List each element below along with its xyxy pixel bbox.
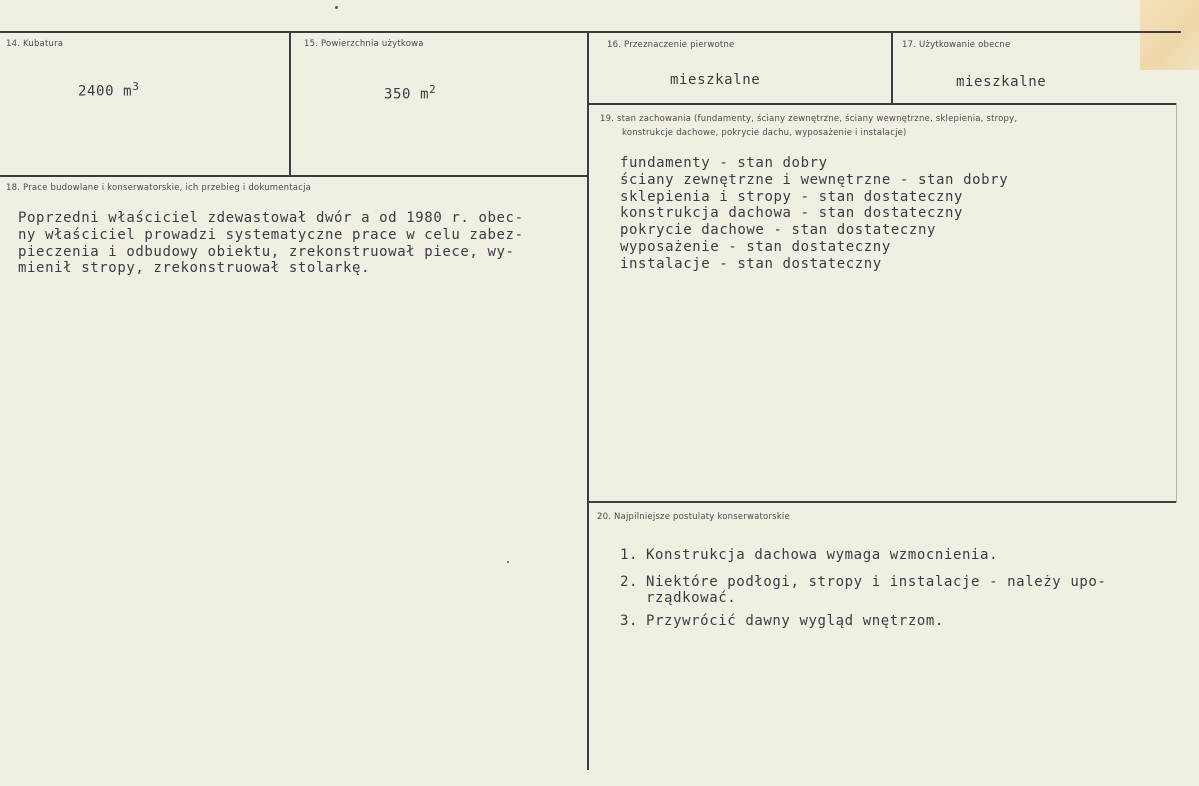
label-uzytkowanie: 17. Użytkowanie obecne bbox=[902, 40, 1011, 50]
value-przeznaczenie: mieszkalne bbox=[670, 72, 761, 88]
text-line: Poprzedni właściciel zdewastował dwór a od 1980 r. obec- bbox=[18, 210, 524, 226]
rule-14-18 bbox=[0, 175, 589, 177]
value-uzytkowanie: mieszkalne bbox=[956, 74, 1047, 90]
center-divider bbox=[587, 33, 589, 770]
text-line: ściany zewnętrzne i wewnętrzne - stan dobry bbox=[620, 171, 1009, 188]
label-prace: 18. Prace budowlane i konserwatorskie, ich przebieg i dokumentacja bbox=[6, 183, 312, 193]
text-prace bbox=[18, 210, 524, 277]
text-stan-zachowania bbox=[620, 155, 1008, 273]
text-line: konstrukcja dachowa - stan dostateczny bbox=[620, 205, 964, 222]
label-kubatura: 14. Kubatura bbox=[6, 39, 64, 49]
label-stan-zachowania: 19. stan zachowania (fundamenty, ściany zewnętrzne, ściany wewnętrzne, sklepienia, stropy, konstrukcje dachowe, pokrycie dachu, wyposażenie i instalacje) bbox=[600, 114, 1018, 138]
value-powierzchnia: 350 $m^2$ bbox=[384, 83, 437, 103]
text-line: instalacje - stan dostateczny bbox=[620, 255, 882, 272]
top-rule bbox=[0, 31, 1181, 33]
label-przeznaczenie: 16. Przeznaczenie pierwotne bbox=[607, 40, 735, 50]
divider-14-15 bbox=[289, 33, 291, 175]
text-line: sklepienia i stropy - stan dostateczny bbox=[620, 188, 964, 205]
right-edge-rule bbox=[1176, 103, 1177, 503]
text-line: pokrycie dachowe - stan dostateczny bbox=[620, 222, 937, 239]
text-line: mienił stropy, zrekonstruował stolarkę. bbox=[18, 260, 371, 277]
record-card: 14. Kubatura 2400 $m^3$ 15. Powierzchnia użytkowa 350 $m^2$ 16. Przeznaczenie pierwotne mieszkalne 17. Użytkowanie obecne mieszkalne 18. Prace budowlane i konserwatorskie, ich przebieg i dokumentacja Poprzedni właściciel zdewastował dwór a od 1980 r. obec- ny właściciel prowadzi systematyczne prace w celu zabez- pieczenia i odbudowy obiektu, zrekonstruował piece, wy- mienił stropy, zrekonstruował stolarkę. 19. stan zachowania (fundamenty, ściany zewnętrzne, ściany wewnętrzne, sklepienia, stropy, konstrukcje dachowe, pokrycie dachu, wyposażenie i instalacje) fundamenty - stan dobry ściany zewnętrzne i wewnętrzne - stan dobry sklepienia i stropy - stan dostateczny konstrukcja dachowa - stan dostateczny pokrycie dachowe - stan dostateczny wyposażenie - stan dostateczny instalacje - stan dostateczny 20. Najpilniejsze postulaty konserwatorskie 1. Konstrukcja dachowa wymaga wzmocnienia. 2. Niektóre podłogi, stropy i instalacje - należy upo- rządkować. 3. Przywrócić dawny wygląd wnętrzom. bbox=[0, 0, 1199, 786]
text-line: fundamenty - stan dobry bbox=[620, 155, 828, 171]
divider-16-17 bbox=[891, 33, 893, 103]
ink-speck bbox=[335, 6, 338, 9]
rule-16-19 bbox=[589, 103, 1177, 105]
text-line: wyposażenie - stan dostateczny bbox=[620, 238, 891, 255]
label-postulaty: 20. Najpilniejsze postulaty konserwatorskie bbox=[597, 512, 790, 522]
ink-speck bbox=[507, 561, 509, 563]
text-line: ny właściciel prowadzi systematyczne prace w celu zabez- bbox=[18, 226, 524, 243]
paper-stain bbox=[1140, 0, 1199, 70]
value-kubatura: 2400 $m^3$ bbox=[78, 80, 140, 100]
label-powierzchnia: 15. Powierzchnia użytkowa bbox=[304, 39, 424, 49]
text-line: pieczenia i odbudowy obiektu, zrekonstruował piece, wy- bbox=[18, 243, 515, 260]
rule-19-20 bbox=[589, 501, 1177, 503]
